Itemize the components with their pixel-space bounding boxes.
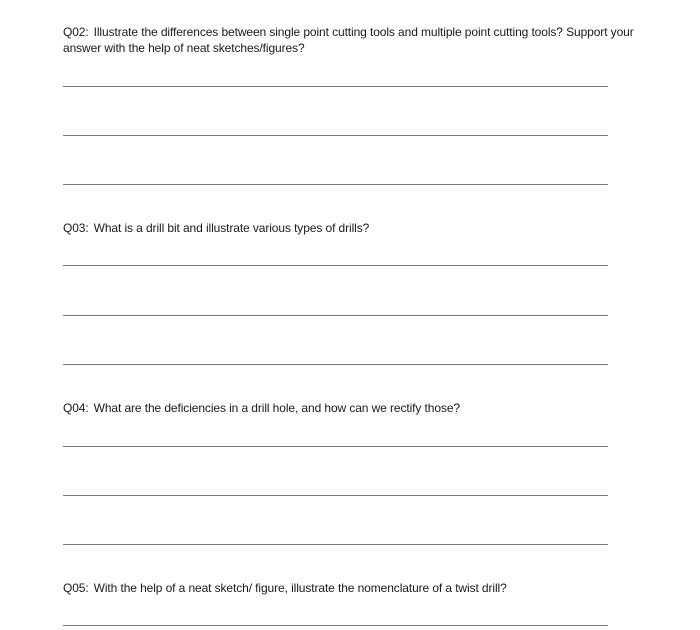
question-q05 — [63, 580, 653, 596]
answer-line — [63, 315, 608, 316]
question-q02 — [63, 24, 653, 56]
question-text: What is a drill bit and illustrate various types of drills? — [93, 221, 370, 235]
answer-line — [63, 184, 608, 185]
answer-line — [63, 86, 608, 87]
question-number: Q03: — [63, 221, 89, 235]
question-text: With the help of a neat sketch/ figure, illustrate the nomenclature of a twist drill? — [93, 581, 507, 595]
question-number: Q04: — [63, 401, 89, 415]
answer-line — [63, 495, 608, 496]
question-number: Q05: — [63, 581, 89, 595]
question-q04 — [63, 400, 653, 416]
question-text: Illustrate the differences between single point cutting tools and multiple point cutting tools? Support your answer with the help of neat sketches/figures? — [63, 25, 634, 55]
answer-line — [63, 544, 608, 545]
question-q03 — [63, 220, 653, 236]
answer-line — [63, 446, 608, 447]
question-number: Q02: — [63, 25, 89, 39]
answer-line — [63, 265, 608, 266]
answer-line — [63, 364, 608, 365]
question-text: What are the deficiencies in a drill hole, and how can we rectify those? — [93, 401, 460, 415]
answer-line — [63, 135, 608, 136]
answer-line — [63, 625, 608, 626]
